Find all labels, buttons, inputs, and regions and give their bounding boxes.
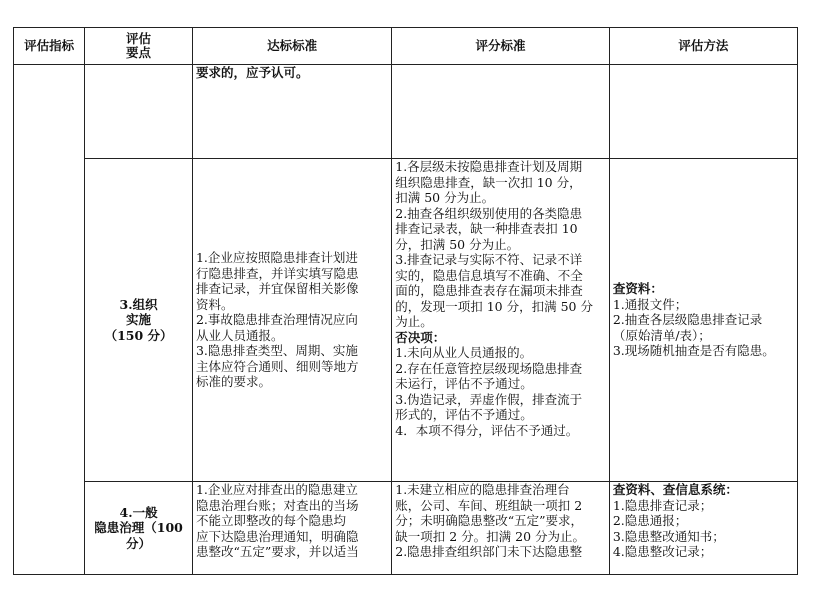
veto-line: 3.伪造记录，弄虚作假，排查流于 xyxy=(395,391,583,407)
governance-point-line2: 隐患治理（100 xyxy=(94,520,183,536)
implementation-scoring-line: 实的，隐患信息填写不准确、不全 xyxy=(395,267,583,283)
implementation-standard-line: 资料。 xyxy=(195,296,234,312)
governance-standard-line: 1.企业应对排查出的隐患建立 xyxy=(195,482,358,497)
governance-scoring-line: 1.未建立相应的隐患排查治理台 xyxy=(395,482,570,497)
continuation-method-cell xyxy=(609,65,797,159)
veto-line: 未运行，评估不予通过。 xyxy=(395,376,533,391)
implementation-method-cell xyxy=(609,159,797,482)
implementation-scoring-line: 为止。 xyxy=(395,314,433,329)
assessment-table xyxy=(13,27,798,575)
implementation-standard-line: 2.事故隐患排查治理情况应向 xyxy=(195,312,358,328)
continuation-standard-cell xyxy=(192,65,391,159)
implementation-scoring-line: 3.排查记录与实际不符、记录不详 xyxy=(395,252,583,267)
implementation-method-line: 3.现场随机抽查是否有隐患。 xyxy=(612,343,775,359)
governance-standard-line: 患整改“五定”要求，并以适当 xyxy=(195,544,359,559)
governance-method-line: 3.隐患整改通知书； xyxy=(612,528,725,544)
implementation-method-line: 1.通报文件； xyxy=(612,296,688,312)
governance-point-cell xyxy=(85,482,193,575)
indicator-cell xyxy=(14,65,85,575)
implementation-standard-line: 主体应符合通则、细则等地方 xyxy=(195,358,359,374)
table-row-implementation xyxy=(14,159,798,482)
implementation-standard-line: 标准的要求。 xyxy=(195,374,271,390)
implementation-scoring-line: 分，扣满 50 分为止。 xyxy=(395,236,520,252)
governance-standard-line: 不能立即整改的每个隐患均 xyxy=(195,513,346,528)
veto-line: 1.未向从业人员通报的。 xyxy=(395,345,533,360)
header-method: 评估方法 xyxy=(609,28,797,65)
implementation-point-line1: 3.组织 xyxy=(119,296,158,312)
governance-method-line: 1.隐患排查记录； xyxy=(612,497,713,513)
governance-standard-cell xyxy=(192,482,391,575)
implementation-standard-line: 行隐患排查，并详实填写隐患 xyxy=(195,265,359,281)
table-row-continuation xyxy=(14,65,798,159)
page-crop-edge xyxy=(0,581,824,590)
continuation-scoring-cell xyxy=(392,65,610,159)
governance-point-line1: 4.一般 xyxy=(119,504,158,520)
veto-line: 形式的，评估不予通过。 xyxy=(395,407,533,422)
implementation-method-line: 2.抽查各层级隐患排查记录 xyxy=(612,312,763,328)
governance-scoring-line: 账，公司、车间、班组缺一项扣 2 xyxy=(395,497,583,513)
header-point-line1: 评估 xyxy=(126,31,152,46)
implementation-standard-cell xyxy=(192,159,391,482)
continuation-point-cell xyxy=(85,65,193,159)
implementation-scoring-line: 2.抽查各组织级别使用的各类隐患 xyxy=(395,205,583,221)
implementation-point-cell xyxy=(85,159,193,482)
implementation-scoring-line: 的，发现一项扣 10 分，扣满 50 分 xyxy=(395,298,593,314)
governance-standard-line: 应下达隐患治理通知，明确隐 xyxy=(195,528,359,544)
header-standard: 达标标准 xyxy=(192,28,391,65)
implementation-scoring-line: 扣满 50 分为止。 xyxy=(395,190,495,205)
governance-method-line: 2.隐患通报； xyxy=(612,513,688,528)
implementation-scoring-line: 组织隐患排查，缺一次扣 10 分， xyxy=(395,174,582,190)
implementation-scoring-line: 1.各层级未按隐患排查计划及周期 xyxy=(395,159,583,174)
governance-scoring-line: 缺一项扣 2 分。扣满 20 分为止。 xyxy=(395,528,586,544)
veto-line: 2.存在任意管控层级现场隐患排查 xyxy=(395,360,583,376)
implementation-scoring-cell xyxy=(392,159,610,482)
header-point xyxy=(85,28,193,65)
header-indicator: 评估指标 xyxy=(14,28,85,65)
veto-title: 否决项： xyxy=(395,329,446,345)
governance-scoring-line: 分；未明确隐患整改“五定”要求， xyxy=(395,513,584,528)
implementation-point-line3: （150 分） xyxy=(104,327,173,343)
implementation-standard-line: 3.隐患排查类型、周期、实施 xyxy=(195,343,358,359)
governance-point-line3: 分） xyxy=(126,535,152,551)
governance-scoring-cell xyxy=(392,482,610,575)
implementation-standard-line: 1.企业应按照隐患排查计划进 xyxy=(195,250,358,266)
veto-line: 4．本项不得分，评估不予通过。 xyxy=(395,422,579,438)
implementation-method-line: （原始清单/表）； xyxy=(612,327,711,343)
governance-method-cell xyxy=(609,482,797,575)
implementation-standard-line: 从业人员通报。 xyxy=(195,327,284,343)
header-point-line2: 要点 xyxy=(126,45,152,60)
header-scoring: 评分标准 xyxy=(392,28,610,65)
implementation-scoring-line: 面的，隐患排查表存在漏项未排查 xyxy=(395,283,583,298)
implementation-scoring-line: 排查记录表，缺一种排查表扣 10 xyxy=(395,221,578,236)
implementation-point-line2: 实施 xyxy=(126,312,152,328)
table-header-row xyxy=(14,28,798,65)
implementation-standard-line: 排查记录，并宜保留相关影像 xyxy=(195,281,359,297)
governance-scoring-line: 2.隐患排查组织部门未下达隐患整 xyxy=(395,544,583,559)
governance-standard-line: 隐患治理台账；对查出的当场 xyxy=(195,497,359,513)
governance-method-line: 4.隐患整改记录； xyxy=(612,544,713,559)
implementation-method-title: 查资料： xyxy=(612,281,663,297)
table-row-governance xyxy=(14,482,798,575)
governance-method-title: 查资料、查信息系统： xyxy=(612,482,738,497)
continuation-standard-text: 要求的，应予认可。 xyxy=(195,65,309,80)
